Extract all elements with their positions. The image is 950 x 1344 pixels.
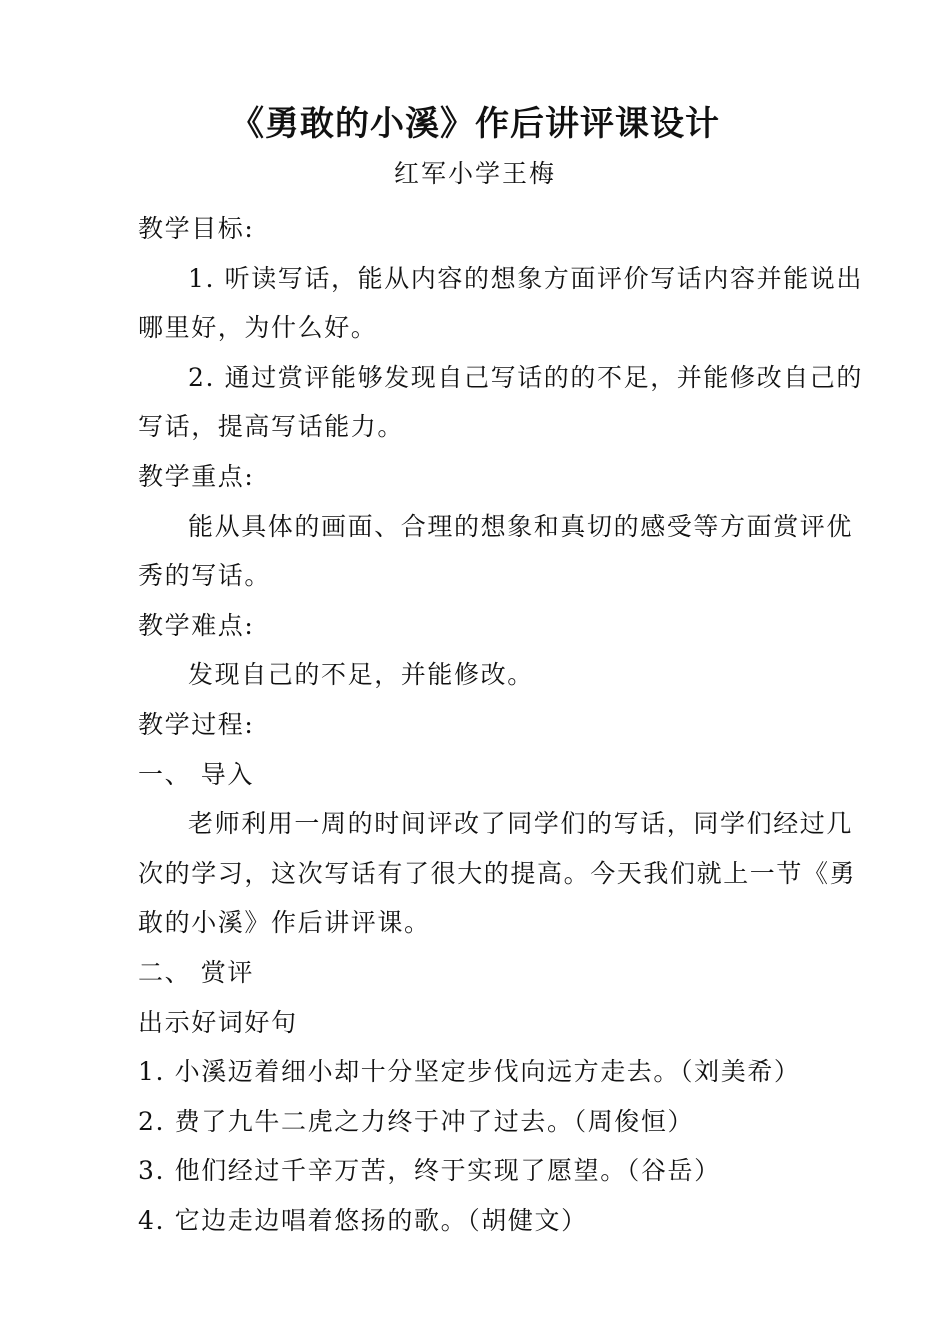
section-2-subheading: 出示好词好句 xyxy=(138,1007,298,1037)
example-item-3: 3. 他们经过千辛万苦，终于实现了愿望。（谷岳） xyxy=(138,1156,721,1186)
example-item-2: 2. 费了九牛二虎之力终于冲了过去。（周俊恒） xyxy=(138,1106,695,1136)
section-2-heading: 二、 赏评 xyxy=(138,957,254,987)
example-item-1: 1. 小溪迈着细小却十分坚定步伐向远方走去。（刘美希） xyxy=(138,1057,801,1087)
section-1-text: 老师利用一周的时间评改了同学们的写话，同学们经过几次的学习，这次写话有了很大的提高。今天我们就上一节《勇敢的小溪》作后讲评课。 xyxy=(138,809,857,938)
key-text: 能从具体的画面、合理的想象和真切的感受等方面赏评优秀的写话。 xyxy=(138,511,854,591)
example-item-4: 4. 它边走边唱着悠扬的歌。（胡健文） xyxy=(138,1205,588,1235)
goal-item-1: 1. 听读写话，能从内容的想象方面评价写话内容并能说出哪里好，为什么好。 xyxy=(138,263,864,343)
key-heading: 教学重点: xyxy=(138,461,255,491)
goals-heading: 教学目标: xyxy=(138,214,255,243)
goal-item-2: 2. 通过赏评能够发现自己写话的的不足，并能修改自己的写话，提高写话能力。 xyxy=(138,362,864,442)
difficulty-heading: 教学难点: xyxy=(138,610,255,640)
process-heading: 教学过程: xyxy=(138,709,255,739)
document-body xyxy=(138,204,863,1245)
author-line: 红军小学王梅 xyxy=(393,159,556,188)
difficulty-text: 发现自己的不足，并能修改。 xyxy=(188,660,534,690)
document-title: 《勇敢的小溪》作后讲评课设计 xyxy=(230,104,720,144)
section-1-heading: 一、 导入 xyxy=(138,759,254,789)
